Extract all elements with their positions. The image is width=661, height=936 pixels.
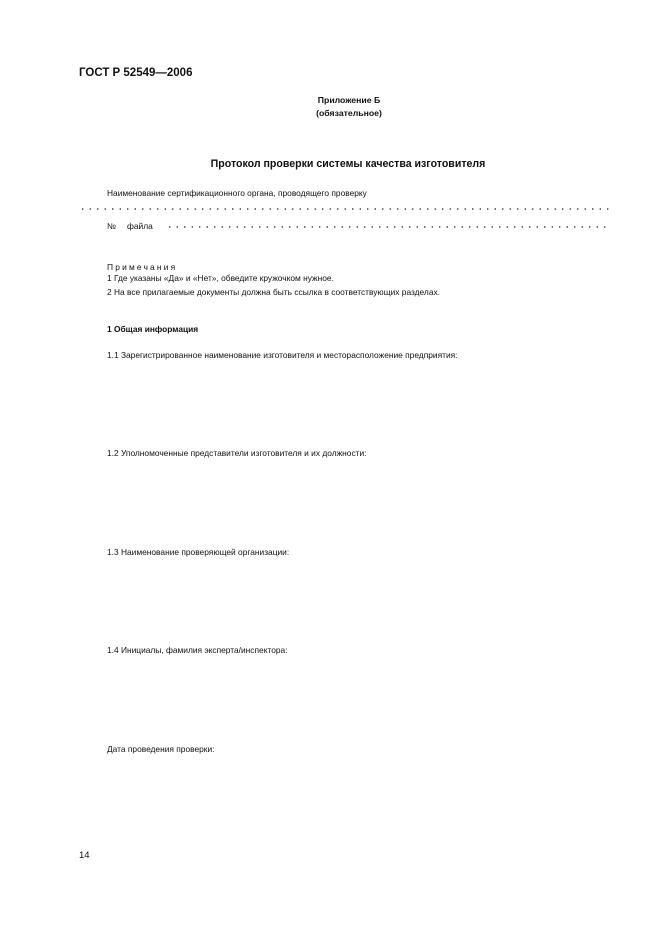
- inspection-date-label: Дата проведения проверки:: [107, 744, 215, 754]
- cert-body-fill-line: [79, 208, 610, 210]
- appendix-status: (обязательное): [316, 108, 382, 118]
- section-heading: 1 Общая информация: [107, 324, 199, 334]
- note-item: 2 На все прилагаемые документы должна быть ссылка в соответствующих разделах.: [107, 287, 440, 297]
- file-label: файла: [127, 221, 153, 231]
- document-code: ГОСТ Р 52549—2006: [79, 67, 193, 79]
- section-item-1-2: 1.2 Уполномоченные представители изготовителя и их должности:: [107, 448, 367, 458]
- section-item-1-4: 1.4 Инициалы, фамилия эксперта/инспектора:: [107, 645, 288, 655]
- appendix-heading: [0, 94, 661, 120]
- file-number-sign: №: [107, 221, 116, 231]
- section-item-1-1: 1.1 Зарегистрированное наименование изготовителя и месторасположение предприятия:: [107, 350, 458, 360]
- page-title: Протокол проверки системы качества изготовителя: [210, 158, 486, 170]
- file-fill-line: [166, 226, 610, 228]
- page-number: 14: [79, 850, 90, 861]
- section-item-1-3: 1.3 Наименование проверяющей организации:: [107, 547, 290, 557]
- notes-heading: Примечания: [107, 262, 178, 272]
- cert-body-label: Наименование сертификационного органа, проводящего проверку: [107, 188, 367, 198]
- appendix-label: Приложение Б: [317, 95, 381, 105]
- note-item: 1 Где указаны «Да» и «Нет», обведите кружочком нужное.: [107, 273, 334, 283]
